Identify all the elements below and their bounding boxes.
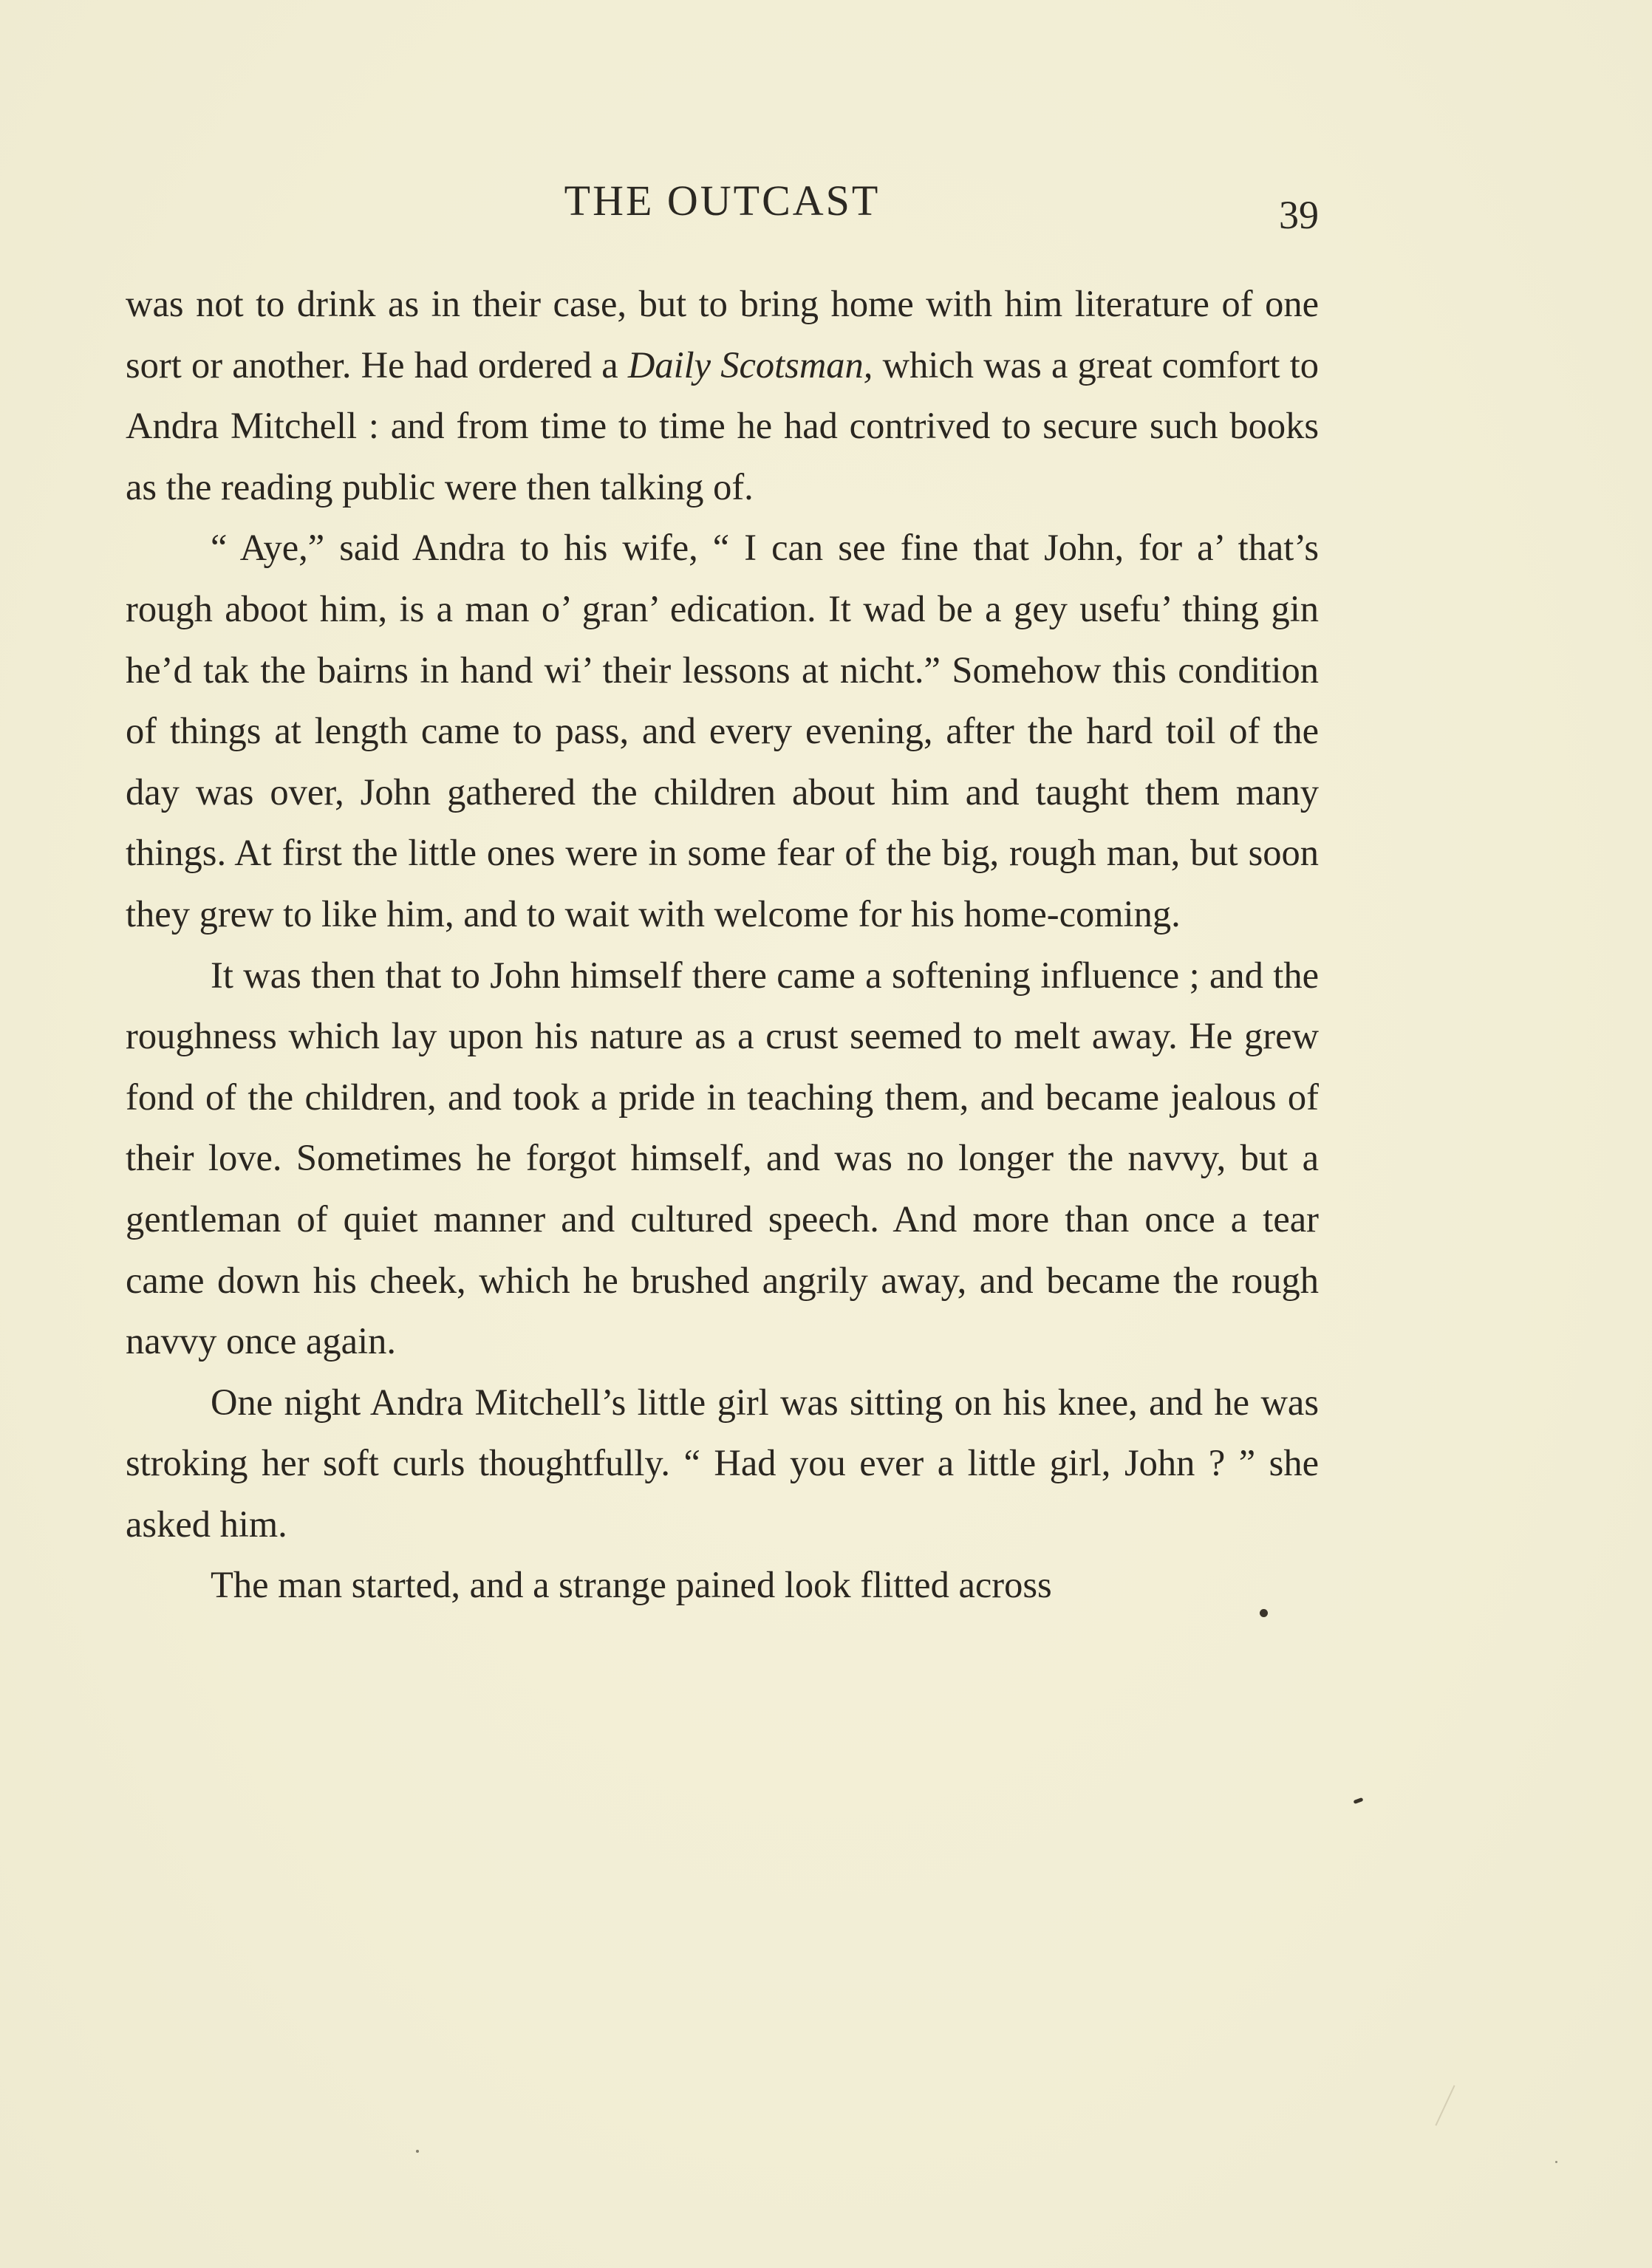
running-title: THE OUTCAST xyxy=(564,177,881,225)
ink-speck xyxy=(1555,2161,1557,2163)
paragraph-1-text-before: was not to drink as in their case, but to bring home with him literature of one sort or another. He had ordered a xyxy=(126,283,1319,386)
ink-speck xyxy=(1354,1797,1364,1804)
paragraph-3: It was then that to John himself there came a softening influence ; and the roughness which lay upon his nature as a crust seemed to melt away. He grew fond of the children, and took a pride in teaching them, and became jealous of their love. Sometimes he forgot himself, and was no longer the navvy, but a gentleman of quiet manner and cultured speech. And more than once a tear came down his cheek, which he brushed angrily away, and became the rough navvy once again. xyxy=(126,954,1319,1362)
newspaper-title-italic: Daily Scotsman, xyxy=(627,344,873,386)
running-head xyxy=(126,176,1319,235)
paragraph-4: One night Andra Mitchell’s little girl was sitting on his knee, and he was stroking her soft curls thoughtfully. “ Had you ever a little girl, John ? ” she asked him. xyxy=(126,1381,1319,1545)
ink-speck xyxy=(416,2150,419,2153)
paragraph-1 xyxy=(126,273,1319,517)
paragraph-2: “ Aye,” said Andra to his wife, “ I can see fine that John, for a’ that’s rough aboot him, is a man o’ gran’ edication. It wad be a gey usefu’ thing gin he’d tak the bairns in hand wi’ their lessons at nicht.” Somehow this condition of things at length came to pass, and every evening, after the hard toil of the day was over, John gathered the children about him and taught them many things. At first the little ones were in some fear of the big, rough man, but soon they grew to like him, and to wait with welcome for his home-coming. xyxy=(126,527,1319,935)
paragraph-5: The man started, and a strange pained look flitted across xyxy=(211,1564,1052,1606)
paragraph-1-text-after: which was a great comfort to Andra Mitchell : and from time to time he had contrived to secure such books as the reading public were then talking of. xyxy=(126,344,1319,508)
ink-speck xyxy=(1260,1609,1268,1617)
body-text xyxy=(126,273,1319,1616)
page-number: 39 xyxy=(1279,193,1319,237)
paper-mark xyxy=(1435,2085,1455,2125)
